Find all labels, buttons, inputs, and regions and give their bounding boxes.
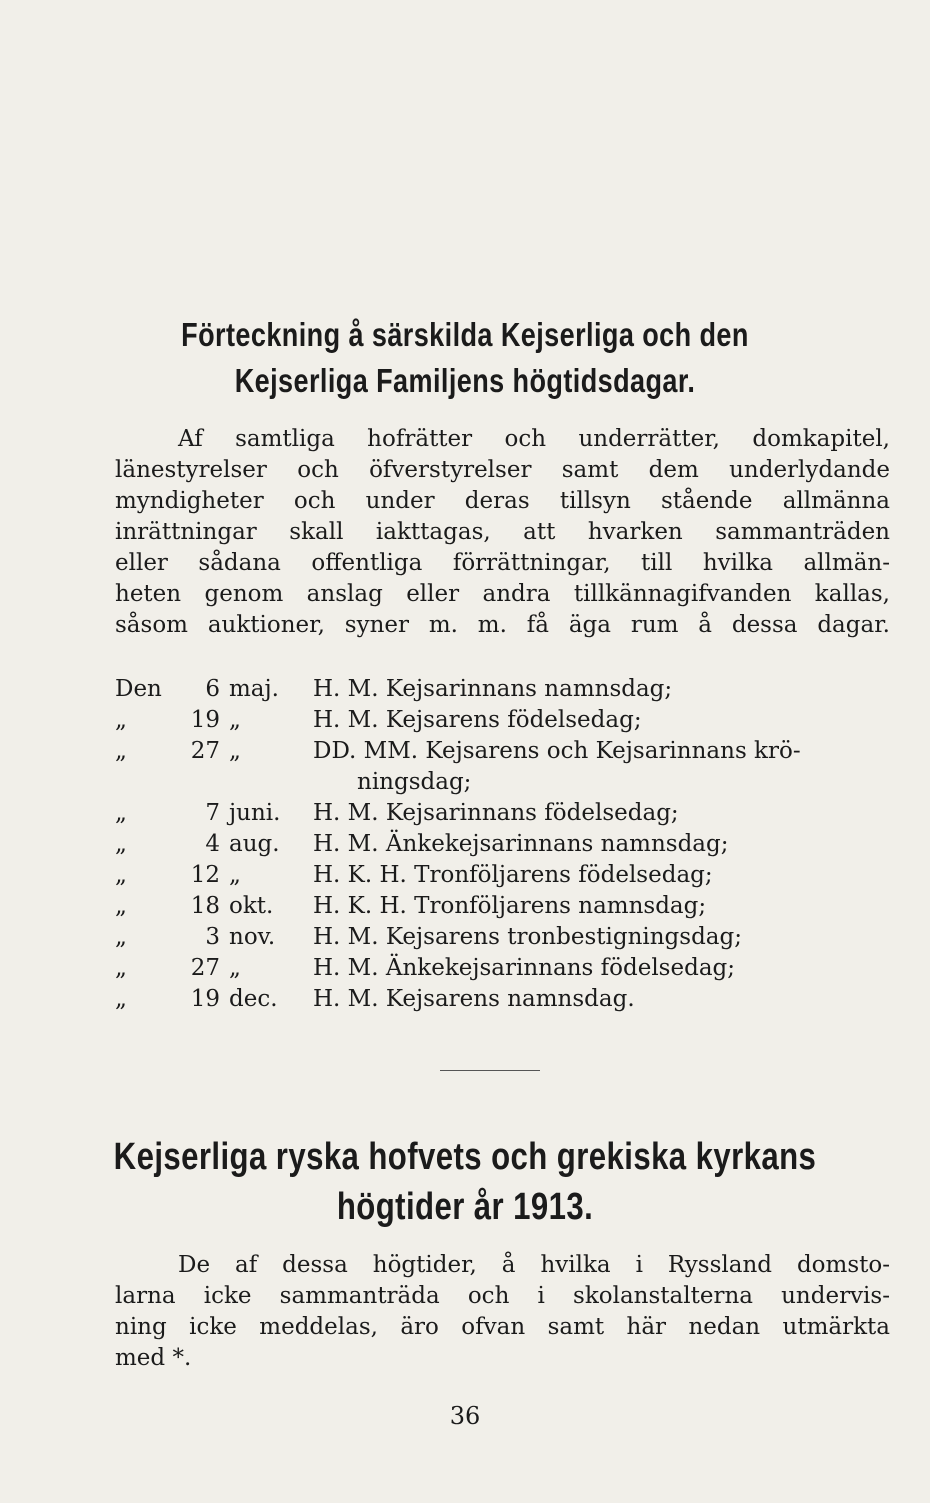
date-description: H. M. Änkekejsarinnans namnsdag; [313, 831, 729, 857]
date-month: nov. [229, 924, 276, 950]
paragraph-line: heten genom anslag eller andra tillkännagifvanden kallas, [115, 581, 890, 607]
paragraph-line: såsom auktioner, syner m. m. få äga rum å dessa dagar. [115, 612, 890, 638]
section1-title-line-1: Förteckning å särskilda Kejserliga och den [181, 316, 749, 353]
date-day: 19 [190, 707, 220, 733]
date-month: „ [229, 707, 241, 733]
date-description: H. M. Kejsarinnans födelsedag; [313, 800, 679, 826]
date-month: juni. [229, 800, 281, 826]
date-description: H. M. Kejsarens födelsedag; [313, 707, 642, 733]
paragraph-line: inrättningar skall iakttagas, att hvarken sammanträden [115, 519, 890, 545]
date-prefix: „ [115, 800, 127, 826]
date-prefix: „ [115, 986, 127, 1012]
paragraph-line: eller sådana offentliga förrättningar, till hvilka allmän- [115, 550, 890, 576]
paragraph-line: ning icke meddelas, äro ofvan samt här nedan utmärkta [115, 1314, 890, 1340]
date-day: 19 [190, 986, 220, 1012]
date-row [115, 984, 915, 1014]
date-row [115, 891, 915, 921]
date-month: „ [229, 862, 241, 888]
date-prefix: „ [115, 924, 127, 950]
date-row-continuation [115, 767, 915, 797]
page-number: 36 [449, 1402, 481, 1430]
paragraph-line: De af dessa högtider, å hvilka i Ryssland domsto- [178, 1252, 890, 1278]
section1-title-line-2: Kejserliga Familjens högtidsdagar. [234, 362, 696, 399]
date-row [115, 953, 915, 983]
date-row [115, 922, 915, 952]
date-month: maj. [229, 676, 279, 702]
date-day: 6 [205, 676, 220, 702]
date-day: 18 [190, 893, 220, 919]
date-day: 27 [190, 955, 220, 981]
date-description: DD. MM. Kejsarens och Kejsarinnans krö- [313, 738, 801, 764]
date-day: 3 [205, 924, 220, 950]
date-month: dec. [229, 986, 278, 1012]
date-description: H. M. Kejsarens namnsdag. [313, 986, 635, 1012]
paragraph-line: larna icke sammanträda och i skolanstalterna undervis- [115, 1283, 890, 1309]
date-row [115, 829, 915, 859]
date-description: H. K. H. Tronföljarens namnsdag; [313, 893, 707, 919]
date-prefix: „ [115, 955, 127, 981]
section2-title-line-2: högtider år 1913. [336, 1186, 594, 1228]
date-description-continuation: ningsdag; [357, 769, 472, 795]
date-month: „ [229, 955, 241, 981]
date-row [115, 705, 915, 735]
date-month: „ [229, 738, 241, 764]
paragraph-line: med *. [115, 1345, 192, 1371]
date-month: aug. [229, 831, 280, 857]
date-row [115, 798, 915, 828]
date-row [115, 736, 915, 766]
date-day: 27 [190, 738, 220, 764]
paragraph-line: länestyrelser och öfverstyrelser samt dem underlydande [115, 457, 890, 483]
date-row [115, 674, 915, 704]
section2-title-line-1: Kejserliga ryska hofvets och grekiska kyrkans [113, 1136, 817, 1178]
date-prefix: „ [115, 738, 127, 764]
date-month: okt. [229, 893, 274, 919]
date-day: 7 [205, 800, 220, 826]
date-description: H. M. Kejsarens tronbestigningsdag; [313, 924, 742, 950]
paragraph-line: myndigheter och under deras tillsyn stående allmänna [115, 488, 890, 514]
date-prefix: „ [115, 707, 127, 733]
divider-rule [440, 1070, 540, 1071]
date-prefix: Den [115, 676, 162, 702]
date-description: H. K. H. Tronföljarens födelsedag; [313, 862, 713, 888]
date-day: 4 [205, 831, 220, 857]
date-description: H. M. Kejsarinnans namnsdag; [313, 676, 673, 702]
date-prefix: „ [115, 831, 127, 857]
paragraph-line: Af samtliga hofrätter och underrätter, domkapitel, [178, 426, 890, 452]
date-day: 12 [190, 862, 220, 888]
date-prefix: „ [115, 893, 127, 919]
date-row [115, 860, 915, 890]
date-description: H. M. Änkekejsarinnans födelsedag; [313, 955, 736, 981]
date-prefix: „ [115, 862, 127, 888]
